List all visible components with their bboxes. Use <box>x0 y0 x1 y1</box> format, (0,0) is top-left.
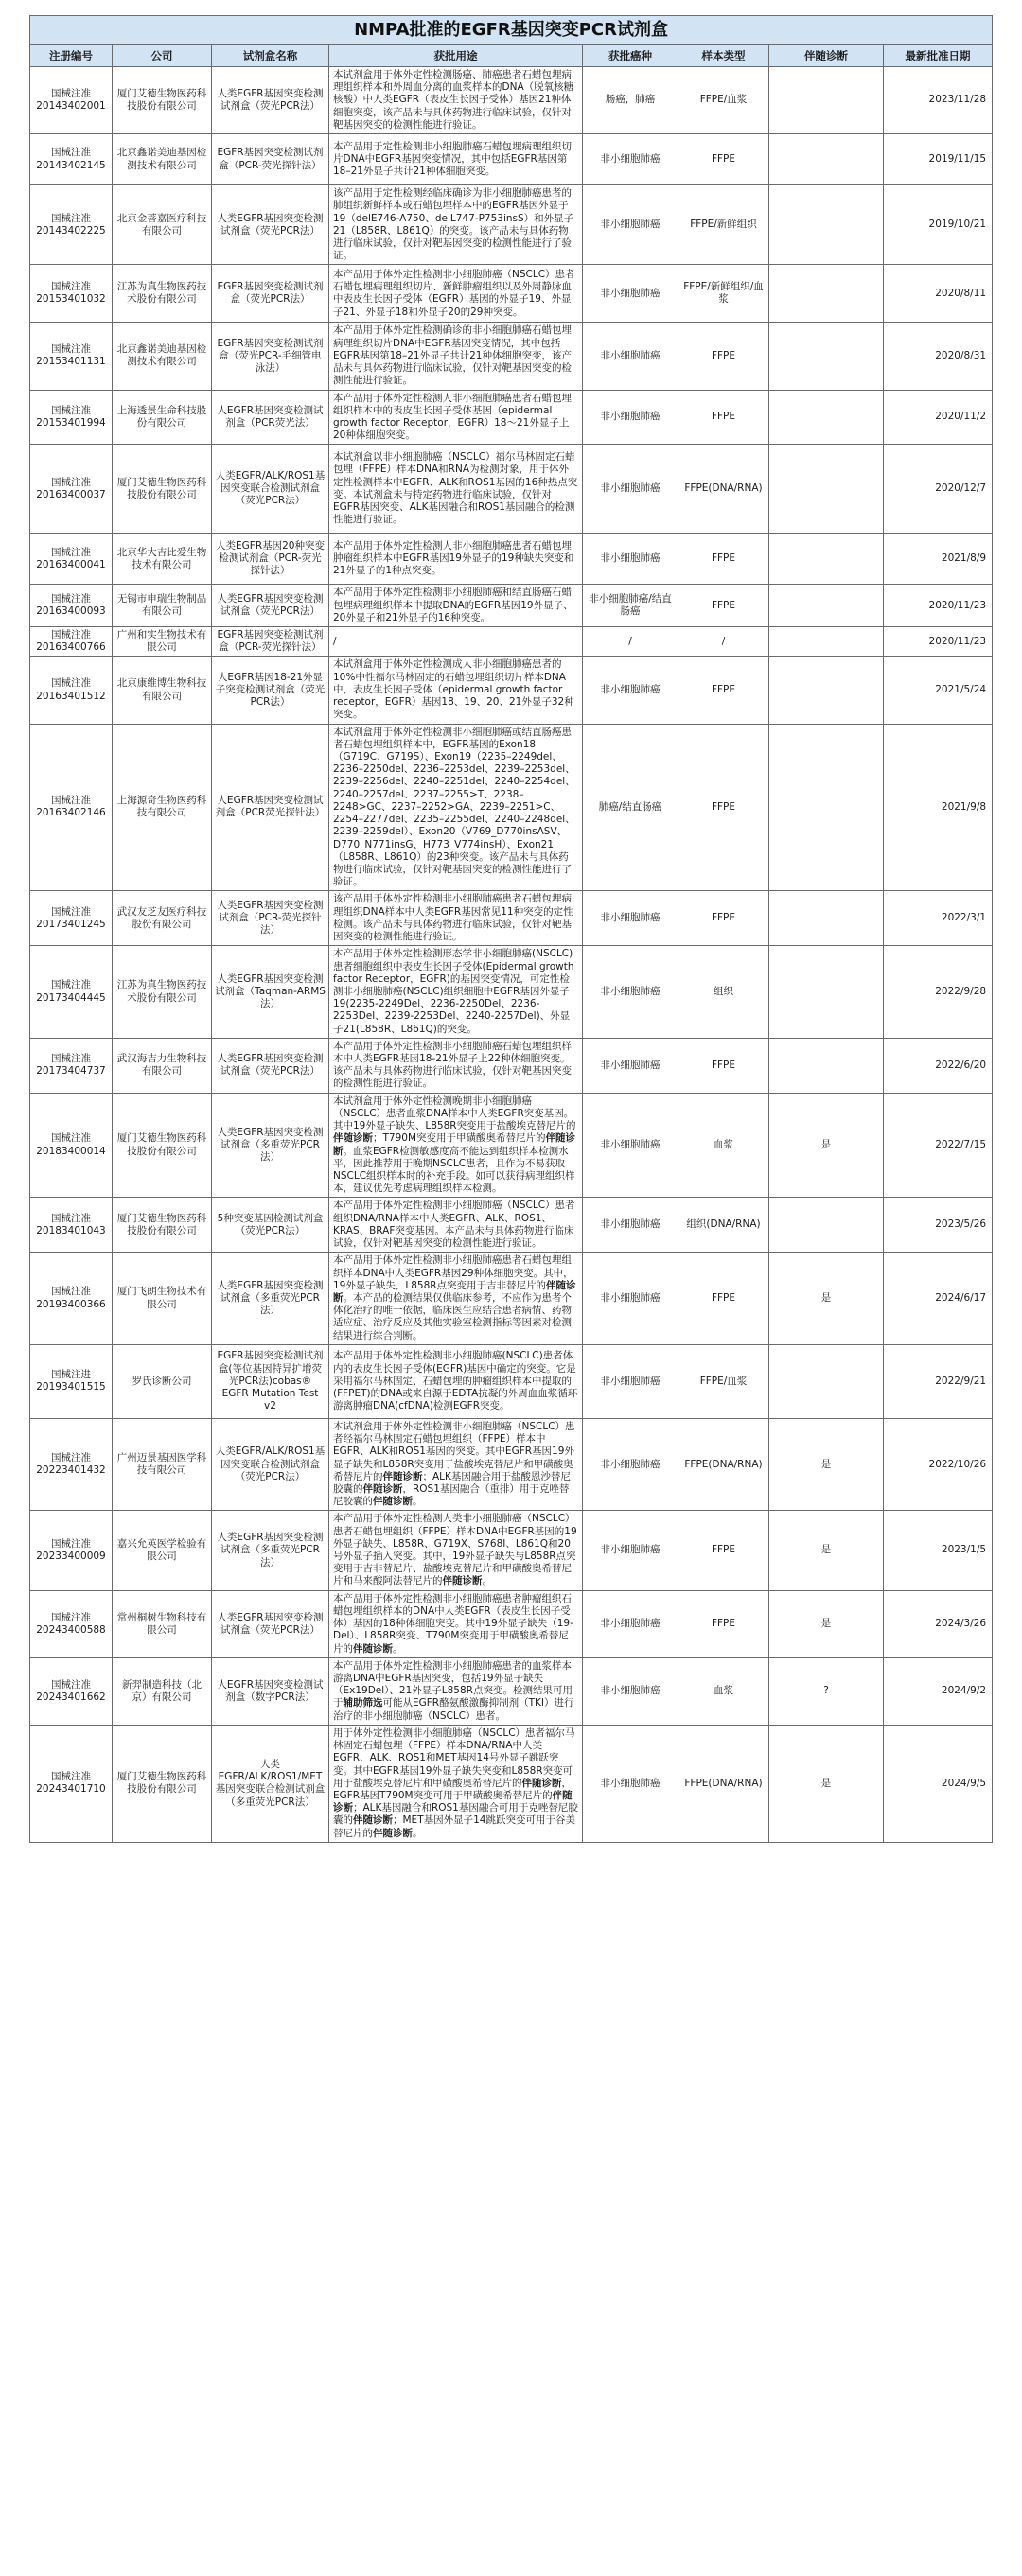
company-cell: 北京华大吉比爱生物技术有限公司 <box>113 534 212 585</box>
company-cell: 武汉海吉力生物科技有限公司 <box>113 1038 212 1093</box>
use-text: ；T790M突变用于甲磺酸奥希替尼片的 <box>373 1132 546 1145</box>
use-text: ，EGFR基因T790M突变可用于甲磺酸奥希替尼片的 <box>333 1777 572 1801</box>
company-cell: 广州和实生物技术有限公司 <box>113 627 212 657</box>
sample-type-cell: FFPE/血浆 <box>678 1344 769 1418</box>
registration-number-cell: 国械注准20233400009 <box>30 1511 113 1590</box>
companion-dx-cell <box>769 891 884 946</box>
sample-type-cell: FFPE <box>678 134 769 185</box>
col-header-sample: 样本类型 <box>678 45 769 67</box>
use-text: ；ALK基因融合用于盐酸恩沙替尼胶囊的 <box>333 1470 571 1495</box>
cancer-type-cell: 非小细胞肺癌 <box>583 1418 678 1511</box>
approved-use-cell: 本产品用于体外定性检测确诊的非小细胞肺癌石蜡包埋病理组织切片DNA中EGFR基因突变情况，其中包括EGFR基因第18–21外显子共计21种体细胞突变，该产品未与具体药物进行临床试验，仅针对靶基因突变的检测性能进行验证。 <box>329 323 583 390</box>
use-text: 。本产品的检测结果仅供临床参考，不应作为患者个体化治疗的唯一依据，临床医生应结合患者病情、药物适应症、治疗反应及其他实验室检测指标等因素对检测结果进行综合判断。 <box>333 1291 572 1341</box>
sample-type-cell: FFPE(DNA/RNA) <box>678 445 769 534</box>
registration-number-cell: 国械注准20243401710 <box>30 1725 113 1842</box>
kit-name-cell: 人EGFR基因突变检测试剂盒（数字PCR法） <box>212 1657 329 1725</box>
approval-date-cell: 2020/11/23 <box>884 585 993 627</box>
approved-use-cell: 本试剂盒用于体外定性检测肠癌、肺癌患者石蜡包埋病理组织样本和外周血分离的血浆样本的DNA（脱氧核糖核酸）中人类EGFR（表皮生长因子受体）基因21种体细胞突变，该产品未与具体药物进行临床试验，仅针对靶基因突变的检测性能进行验证。 <box>329 67 583 134</box>
use-text: 。血浆EGFR检测敏感度高不能达到组织样本检测水平，因此推荐用于晚期NSCLC患者，且作为不易获取NSCLC组织样本时的补充手段。如可以获得病理组织样本，建议优先考虑病理组织样本检测。 <box>333 1145 575 1195</box>
registration-number-cell: 国械注准20163401512 <box>30 657 113 724</box>
approval-date-cell: 2022/3/1 <box>884 891 993 946</box>
highlighted-text: 伴随诊断 <box>373 1827 413 1839</box>
company-cell: 北京金菩嘉医疗科技有限公司 <box>113 185 212 265</box>
company-cell: 江苏为真生物医药技术股份有限公司 <box>113 265 212 323</box>
use-text: ；MET基因外显子14跳跃突变可用于谷美替尼片的 <box>333 1814 575 1839</box>
highlighted-text: 伴随诊断 <box>442 1575 483 1587</box>
registration-number-cell: 国械注准20153401032 <box>30 265 113 323</box>
approval-date-cell: 2020/12/7 <box>884 445 993 534</box>
sample-type-cell: 组织(DNA/RNA) <box>678 1198 769 1253</box>
approved-use-cell: 本产品用于体外定性检测形态学非小细胞肺癌(NSCLC)患者细胞组织中表皮生长因子受体(Epidermal growth factor Receptor，EGFR)的基因突变情况，可定性检测非小细胞肺癌(NSCLC)组织细胞中EGFR基因外显子19(2235-2249Del、2236-2250Del、2236-2253Del、2239-2253Del、2240-2257Del)、外显子21(L858R、L861Q)的突变。 <box>329 946 583 1039</box>
table-row <box>30 1093 993 1198</box>
approval-date-cell: 2020/11/23 <box>884 627 993 657</box>
table-row <box>30 724 993 891</box>
use-text: 本试剂盒用于体外定性检测非小细胞肺癌（NSCLC）患者经福尔马林固定石蜡包埋组织（FFPE）样本中EGFR、ALK和ROS1基因的突变。其中EGFR基因19外显子缺失和L858R突变用于盐酸埃克替尼片和甲磺酸奥希替尼片的 <box>333 1420 575 1482</box>
col-header-cdx: 伴随诊断 <box>769 45 884 67</box>
highlighted-text: 伴随诊断 <box>382 1470 423 1482</box>
approved-use-cell: 本产品用于体外定性检测非小细胞肺癌（NSCLC）患者组织DNA/RNA样本中人类EGFR、ALK、ROS1、KRAS、BRAF突变基因。本产品未与具体药物进行临床试验，仅针对靶基因突变的检测性能进行验证。 <box>329 1198 583 1253</box>
registration-number-cell: 国械注准20223401432 <box>30 1418 113 1511</box>
use-text: ，ROS1基因融合（重排）用于克唑替尼胶囊的 <box>333 1482 570 1508</box>
approved-use-cell <box>329 1657 583 1725</box>
table-body <box>30 67 993 1843</box>
approval-date-cell: 2020/11/2 <box>884 390 993 445</box>
cancer-type-cell: 非小细胞肺癌 <box>583 1344 678 1418</box>
kit-name-cell: 人类EGFR基因突变检测试剂盒（荧光PCR法） <box>212 1038 329 1093</box>
approval-date-cell: 2024/3/26 <box>884 1590 993 1657</box>
use-text: 本产品用于体外定性检测非小细胞肺癌患者的血浆样本游离DNA中EGFR基因突变，包括19外显子缺失（Ex19Del）、21外显子L858R点突变。检测结果可用于 <box>333 1659 573 1709</box>
sample-type-cell: FFPE(DNA/RNA) <box>678 1418 769 1511</box>
use-text: 用于体外定性检测非小细胞肺癌（NSCLC）患者福尔马林固定石蜡包埋（FFPE）样本DNA/RNA中人类EGFR、ALK、ROS1和MET基因14号外显子跳跃突变。其中EGFR基因19外显子缺失突变和L858R突变可用于盐酸埃克替尼片和甲磺酸奥希替尼片的 <box>333 1726 575 1789</box>
highlighted-text: 伴随诊断 <box>333 1789 573 1814</box>
cancer-type-cell: 非小细胞肺癌 <box>583 1038 678 1093</box>
use-text: 本产品用于体外定性检测非小细胞肺癌患者肿瘤组织石蜡包埋组织样本的DNA中人类EGFR（表皮生长因子受体）基因的18种体细胞突变。其中19外显子缺失（19-Del）、L858R突变、T790M突变用于甲磺酸奥希替尼片的 <box>333 1592 573 1655</box>
company-cell: 北京鑫诺美迪基因检测技术有限公司 <box>113 134 212 185</box>
company-cell: 厦门艾德生物医药科技股份有限公司 <box>113 445 212 534</box>
table-title: NMPA批准的EGFR基因突变PCR试剂盒 <box>30 16 993 45</box>
approved-use-cell: 本产品用于体外定性检测非小细胞肺癌石蜡包埋组织样本中人类EGFR基因18-21外显子上22种体细胞突变。该产品未与具体药物进行临床试验，仅针对靶基因突变的检测性能进行验证。 <box>329 1038 583 1093</box>
highlighted-text: 辅助筛选 <box>343 1697 383 1709</box>
cancer-type-cell: 非小细胞肺癌 <box>583 185 678 265</box>
approval-date-cell: 2019/10/21 <box>884 185 993 265</box>
kit-name-cell: 人类EGFR基因突变检测试剂盒（Taqman-ARMS法） <box>212 946 329 1039</box>
kit-name-cell: 人类EGFR基因突变检测试剂盒（多重荧光PCR法） <box>212 1511 329 1590</box>
table-container <box>29 15 992 1843</box>
use-text: ；ALK基因融合和ROS1基因融合可用于克唑替尼胶囊的 <box>333 1802 578 1827</box>
table-row <box>30 627 993 657</box>
cancer-type-cell: / <box>583 627 678 657</box>
sample-type-cell: FFPE <box>678 724 769 891</box>
cancer-type-cell: 非小细胞肺癌 <box>583 1093 678 1198</box>
approval-date-cell: 2024/9/5 <box>884 1725 993 1842</box>
table-row <box>30 1418 993 1511</box>
registration-number-cell: 国械注准20173401245 <box>30 891 113 946</box>
kit-name-cell: EGFR基因突变检测试剂盒（PCR-荧光探针法） <box>212 627 329 657</box>
cancer-type-cell: 非小细胞肺癌 <box>583 390 678 445</box>
company-cell: 常州桐树生物科技有限公司 <box>113 1590 212 1657</box>
companion-dx-cell <box>769 185 884 265</box>
table-row <box>30 265 993 323</box>
companion-dx-cell: 是 <box>769 1511 884 1590</box>
company-cell: 厦门艾德生物医药科技股份有限公司 <box>113 67 212 134</box>
approved-use-cell <box>329 1590 583 1657</box>
approved-use-cell: 本产品用于体外定性检测非小细胞肺癌（NSCLC）患者石蜡包埋病理组织切片、新鲜肿瘤组织以及外周静脉血中表皮生长因子受体（EGFR）基因的外显子19、外显子21、外显子18和外显子20的29种突变。 <box>329 265 583 323</box>
company-cell: 嘉兴允英医学检验有限公司 <box>113 1511 212 1590</box>
highlighted-text: 伴随诊断 <box>373 1496 413 1508</box>
companion-dx-cell <box>769 946 884 1039</box>
sample-type-cell: FFPE <box>678 1038 769 1093</box>
companion-dx-cell: 是 <box>769 1590 884 1657</box>
highlighted-text: 伴随诊断 <box>333 1132 373 1145</box>
company-cell: 北京康维博生物科技有限公司 <box>113 657 212 724</box>
use-text: 。 <box>413 1827 423 1839</box>
table-row <box>30 1657 993 1725</box>
registration-number-cell: 国械注准20183401043 <box>30 1198 113 1253</box>
approval-date-cell: 2022/10/26 <box>884 1418 993 1511</box>
kit-name-cell: EGFR基因突变检测试剂盒（荧光PCR法） <box>212 265 329 323</box>
company-cell: 上海透景生命科技股份有限公司 <box>113 390 212 445</box>
col-header-kit: 试剂盒名称 <box>212 45 329 67</box>
approved-use-cell: 本试剂盒用于体外定性检测成人非小细胞肺癌患者的10%中性福尔马林固定的石蜡包埋组织切片样本DNA中，表皮生长因子受体（epidermal growth factor receptor，EGFR）基因18、19、20、21外显子32种突变。 <box>329 657 583 724</box>
registration-number-cell: 国械注准20143402001 <box>30 67 113 134</box>
col-header-use: 获批用途 <box>329 45 583 67</box>
registration-number-cell: 国械注准20153401131 <box>30 323 113 390</box>
table-row <box>30 390 993 445</box>
approved-use-cell: 本产品用于定性检测非小细胞肺癌石蜡包埋病理组织切片DNA中EGFR基因突变情况，其中包括EGFR基因第18–21外显子共计21种体细胞突变。 <box>329 134 583 185</box>
cancer-type-cell: 非小细胞肺癌 <box>583 1253 678 1345</box>
kit-name-cell: 人EGFR基因突变检测试剂盒（PCR荧光探针法） <box>212 724 329 891</box>
approval-date-cell: 2024/9/2 <box>884 1657 993 1725</box>
kit-name-cell: 人类EGFR基因突变检测试剂盒（荧光PCR法） <box>212 67 329 134</box>
table-row <box>30 67 993 134</box>
col-header-reg: 注册编号 <box>30 45 113 67</box>
highlighted-text: 伴随诊断 <box>353 1814 393 1827</box>
approval-date-cell: 2022/6/20 <box>884 1038 993 1093</box>
registration-number-cell: 国械注准20153401994 <box>30 390 113 445</box>
registration-number-cell: 国械注准20163400093 <box>30 585 113 627</box>
sample-type-cell: FFPE <box>678 1511 769 1590</box>
companion-dx-cell <box>769 724 884 891</box>
approved-use-cell: 本产品用于体外定性检测人非小细胞肺癌患者石蜡包埋肿瘤组织样本中EGFR基因19外显子的19种缺失突变和21外显子的1种点突变。 <box>329 534 583 585</box>
cancer-type-cell: 非小细胞肺癌 <box>583 1198 678 1253</box>
table-row <box>30 1590 993 1657</box>
kit-name-cell: 人类EGFR基因突变检测试剂盒（荧光PCR法） <box>212 185 329 265</box>
companion-dx-cell <box>769 1344 884 1418</box>
table-row <box>30 445 993 534</box>
sample-type-cell: FFPE <box>678 534 769 585</box>
use-text: 本产品用于体外定性检测人类非小细胞肺癌（NSCLC）患者石蜡包埋组织（FFPE）样本DNA中EGFR基因的19外显子缺失、L858R、G719X、S768I、L861Q和20号外显子插入突变。其中，19外显子缺失与L858R点突变用于吉非替尼片、盐酸埃克替尼片和甲磺酸奥希替尼片和马来酸阿法替尼片的 <box>333 1513 577 1587</box>
companion-dx-cell <box>769 1198 884 1253</box>
kit-name-cell: 人EGFR基因突变检测试剂盒（PCR荧光法） <box>212 390 329 445</box>
approved-use-cell: 该产品用于体外定性检测非小细胞肺癌患者石蜡包埋病理组织DNA样本中人类EGFR基因常见11种突变的定性检测。该产品未与具体药物进行临床试验，仅针对靶基因突变的检测性能进行验证。 <box>329 891 583 946</box>
table-row <box>30 134 993 185</box>
company-cell: 厦门飞朗生物技术有限公司 <box>113 1253 212 1345</box>
kit-name-cell: 人类EGFR/ALK/ROS1/MET基因突变联合检测试剂盒（多重荧光PCR法） <box>212 1725 329 1842</box>
col-header-cancer: 获批癌种 <box>583 45 678 67</box>
companion-dx-cell <box>769 585 884 627</box>
approval-date-cell: 2023/11/28 <box>884 67 993 134</box>
approved-use-cell <box>329 1725 583 1842</box>
cancer-type-cell: 非小细胞肺癌 <box>583 1657 678 1725</box>
highlighted-text: 伴随诊断 <box>521 1777 562 1789</box>
companion-dx-cell <box>769 323 884 390</box>
kit-name-cell: 人类EGFR基因20种突变检测试剂盒（PCR-荧光探针法） <box>212 534 329 585</box>
company-cell: 罗氏诊断公司 <box>113 1344 212 1418</box>
egfr-kit-table <box>29 15 993 1843</box>
cancer-type-cell: 非小细胞肺癌 <box>583 134 678 185</box>
companion-dx-cell: 是 <box>769 1418 884 1511</box>
table-row <box>30 1511 993 1590</box>
cancer-type-cell: 非小细胞肺癌 <box>583 1511 678 1590</box>
approved-use-cell: 本产品用于体外定性检测人非小细胞肺癌患者石蜡包埋组织样本中的表皮生长因子受体基因（epidermal growth factor Receptor，EGFR）18～21外显子上20种体细胞突变。 <box>329 390 583 445</box>
cancer-type-cell: 非小细胞肺癌 <box>583 534 678 585</box>
kit-name-cell: 人类EGFR基因突变检测试剂盒（多重荧光PCR法） <box>212 1093 329 1198</box>
use-text: 本产品用于体外定性检测非小细胞肺癌患者石蜡包埋组织样本DNA中人类EGFR基因29种体细胞突变。其中，19外显子缺失，L858R点突变用于吉非替尼片的 <box>333 1254 573 1291</box>
cancer-type-cell: 非小细胞肺癌 <box>583 1590 678 1657</box>
registration-number-cell: 国械注准20173404737 <box>30 1038 113 1093</box>
col-header-date: 最新批准日期 <box>884 45 993 67</box>
companion-dx-cell <box>769 265 884 323</box>
kit-name-cell: 5种突变基因检测试剂盒（荧光PCR法） <box>212 1198 329 1253</box>
registration-number-cell: 国械注准20243401662 <box>30 1657 113 1725</box>
approval-date-cell: 2022/9/28 <box>884 946 993 1039</box>
companion-dx-cell: 是 <box>769 1253 884 1345</box>
approved-use-cell <box>329 1253 583 1345</box>
kit-name-cell: 人类EGFR/ALK/ROS1基因突变联合检测试剂盒（荧光PCR法） <box>212 445 329 534</box>
registration-number-cell: 国械注准20163400041 <box>30 534 113 585</box>
table-row <box>30 323 993 390</box>
sample-type-cell: FFPE <box>678 390 769 445</box>
kit-name-cell: EGFR基因突变检测试剂盒（PCR-荧光探针法） <box>212 134 329 185</box>
sample-type-cell: FFPE <box>678 1590 769 1657</box>
sample-type-cell: FFPE/新鲜组织/血浆 <box>678 265 769 323</box>
approval-date-cell: 2021/8/9 <box>884 534 993 585</box>
sample-type-cell: FFPE <box>678 323 769 390</box>
approved-use-cell: / <box>329 627 583 657</box>
sample-type-cell: FFPE(DNA/RNA) <box>678 1725 769 1842</box>
approved-use-cell: 本产品用于体外定性检测非小细胞肺癌和结直肠癌石蜡包埋病理组织样本中提取DNA的EGFR基因19外显子、20外显子和21外显子的16种突变。 <box>329 585 583 627</box>
use-text: 可能从EGFR酪氨酸激酶抑制剂（TKI）进行治疗的非小细胞肺癌（NSCLC）患者。 <box>333 1697 574 1722</box>
approval-date-cell: 2023/1/5 <box>884 1511 993 1590</box>
approval-date-cell: 2021/9/8 <box>884 724 993 891</box>
company-cell: 江苏为真生物医药技术股份有限公司 <box>113 946 212 1039</box>
cancer-type-cell: 非小细胞肺癌 <box>583 445 678 534</box>
use-text: 。 <box>393 1642 403 1655</box>
table-row <box>30 891 993 946</box>
company-cell: 无锡市申瑞生物制品有限公司 <box>113 585 212 627</box>
highlighted-text: 伴随诊断 <box>362 1482 403 1495</box>
companion-dx-cell: 是 <box>769 1093 884 1198</box>
registration-number-cell: 国械注准20163402146 <box>30 724 113 891</box>
registration-number-cell: 国械注准20143402225 <box>30 185 113 265</box>
approved-use-cell <box>329 1511 583 1590</box>
kit-name-cell: EGFR基因突变检测试剂盒（荧光PCR-毛细管电泳法） <box>212 323 329 390</box>
kit-name-cell: 人EGFR基因18-21外显子突变检测试剂盒（荧光PCR法） <box>212 657 329 724</box>
approval-date-cell: 2021/5/24 <box>884 657 993 724</box>
cancer-type-cell: 肺癌/结直肠癌 <box>583 724 678 891</box>
companion-dx-cell <box>769 1038 884 1093</box>
cancer-type-cell: 肠癌，肺癌 <box>583 67 678 134</box>
company-cell: 新羿制造科技（北京）有限公司 <box>113 1657 212 1725</box>
table-row <box>30 534 993 585</box>
sample-type-cell: FFPE <box>678 1253 769 1345</box>
kit-name-cell: 人类EGFR基因突变检测试剂盒（多重荧光PCR法） <box>212 1253 329 1345</box>
registration-number-cell: 国械注准20243400588 <box>30 1590 113 1657</box>
sample-type-cell: FFPE/血浆 <box>678 67 769 134</box>
companion-dx-cell <box>769 657 884 724</box>
approval-date-cell: 2022/7/15 <box>884 1093 993 1198</box>
approved-use-cell: 本产品用于体外定性检测非小细胞肺癌(NSCLC)患者体内的表皮生长因子受体(EGFR)基因中确定的突变。它是采用福尔马林固定、石蜡包埋的肿瘤组织样本中提取的(FFPET)的DNA或来自源于EDTA抗凝的外周血血浆循环游离肿瘤DNA(cfDNA)检测EGFR突变。 <box>329 1344 583 1418</box>
table-row <box>30 1344 993 1418</box>
cancer-type-cell: 非小细胞肺癌 <box>583 1725 678 1842</box>
table-row <box>30 1725 993 1842</box>
registration-number-cell: 国械注进20193401515 <box>30 1344 113 1418</box>
sample-type-cell: FFPE <box>678 657 769 724</box>
cancer-type-cell: 非小细胞肺癌 <box>583 323 678 390</box>
company-cell: 厦门艾德生物医药科技股份有限公司 <box>113 1725 212 1842</box>
header-row <box>30 45 993 67</box>
company-cell: 厦门艾德生物医药科技股份有限公司 <box>113 1093 212 1198</box>
registration-number-cell: 国械注准20163400037 <box>30 445 113 534</box>
cancer-type-cell: 非小细胞肺癌 <box>583 946 678 1039</box>
sample-type-cell: / <box>678 627 769 657</box>
kit-name-cell: 人类EGFR基因突变检测试剂盒（荧光PCR法） <box>212 1590 329 1657</box>
companion-dx-cell <box>769 534 884 585</box>
sample-type-cell: 组织 <box>678 946 769 1039</box>
companion-dx-cell <box>769 445 884 534</box>
cancer-type-cell: 非小细胞肺癌 <box>583 265 678 323</box>
kit-name-cell: 人类EGFR/ALK/ROS1基因突变联合检测试剂盒（荧光PCR法） <box>212 1418 329 1511</box>
registration-number-cell: 国械注准20183400014 <box>30 1093 113 1198</box>
table-row <box>30 946 993 1039</box>
kit-name-cell: 人类EGFR基因突变检测试剂盒（PCR-荧光探针法） <box>212 891 329 946</box>
companion-dx-cell: ? <box>769 1657 884 1725</box>
approval-date-cell: 2023/5/26 <box>884 1198 993 1253</box>
table-row <box>30 657 993 724</box>
highlighted-text: 伴随诊断 <box>333 1132 576 1157</box>
highlighted-text: 伴随诊断 <box>333 1279 576 1304</box>
table-row <box>30 185 993 265</box>
companion-dx-cell <box>769 134 884 185</box>
highlighted-text: 伴随诊断 <box>353 1642 393 1655</box>
use-text: 。 <box>482 1575 492 1587</box>
sample-type-cell: FFPE <box>678 585 769 627</box>
kit-name-cell: EGFR基因突变检测试剂盒(等位基因特异扩增荧光PCR法)cobas® EGFR Mutation Test v2 <box>212 1344 329 1418</box>
company-cell: 广州迈景基因医学科技有限公司 <box>113 1418 212 1511</box>
registration-number-cell: 国械注准20163400766 <box>30 627 113 657</box>
company-cell: 武汉友芝友医疗科技股份有限公司 <box>113 891 212 946</box>
registration-number-cell: 国械注准20193400366 <box>30 1253 113 1345</box>
table-row <box>30 1198 993 1253</box>
companion-dx-cell <box>769 67 884 134</box>
approved-use-cell: 本试剂盒用于体外定性检测非小细胞肺癌或结直肠癌患者石蜡包埋组织样本中，EGFR基因的Exon18（G719C、G719S）、Exon19（2235–2249del、2236–2250del、2236–2253del、2239–2253del、2239–2256del、2240–2251del、2240–2254del、2240–2257del、2237–2255>T、2238–2248>GC、2237–2252>GA、2239–2251>C、2254–2277del、2235–2255del、2240–2248del、2239–2259del）、Exon20（V769_D770insASV、D770_N771insG、H773_V774insH）、Exon21（L858R、L861Q）的23种突变。该产品未与具体药物进行临床试验，仅针对靶基因突变的检测性能进行了验证。 <box>329 724 583 891</box>
company-cell: 厦门艾德生物医药科技股份有限公司 <box>113 1198 212 1253</box>
kit-name-cell: 人类EGFR基因突变检测试剂盒（荧光PCR法） <box>212 585 329 627</box>
approval-date-cell: 2019/11/15 <box>884 134 993 185</box>
table-row <box>30 1253 993 1345</box>
sample-type-cell: 血浆 <box>678 1093 769 1198</box>
use-text: 本试剂盒用于体外定性检测晚期非小细胞肺癌（NSCLC）患者血浆DNA样本中人类EGFR突变基因。其中19外显子缺失、L858R突变用于盐酸埃克替尼片的 <box>333 1095 576 1132</box>
cancer-type-cell: 非小细胞肺癌/结直肠癌 <box>583 585 678 627</box>
sample-type-cell: 血浆 <box>678 1657 769 1725</box>
companion-dx-cell <box>769 390 884 445</box>
approval-date-cell: 2020/8/11 <box>884 265 993 323</box>
company-cell: 北京鑫诺美迪基因检测技术有限公司 <box>113 323 212 390</box>
col-header-company: 公司 <box>113 45 212 67</box>
approval-date-cell: 2022/9/21 <box>884 1344 993 1418</box>
use-text: 。 <box>413 1496 423 1508</box>
registration-number-cell: 国械注准20173404445 <box>30 946 113 1039</box>
cancer-type-cell: 非小细胞肺癌 <box>583 657 678 724</box>
table-row <box>30 585 993 627</box>
approval-date-cell: 2020/8/31 <box>884 323 993 390</box>
approved-use-cell <box>329 1093 583 1198</box>
sample-type-cell: FFPE/新鲜组织 <box>678 185 769 265</box>
approved-use-cell <box>329 1418 583 1511</box>
approved-use-cell: 该产品用于定性检测经临床确诊为非小细胞肺癌患者的肺组织新鲜样本或石蜡包埋样本中的EGFR基因外显子19（delE746-A750、delL747-P753insS）和外显子21（L858R、L861Q）的突变。该产品未与具体药物进行临床试验，仅针对靶基因突变的检测性能进行了验证。 <box>329 185 583 265</box>
company-cell: 上海源奇生物医药科技有限公司 <box>113 724 212 891</box>
cancer-type-cell: 非小细胞肺癌 <box>583 891 678 946</box>
sample-type-cell: FFPE <box>678 891 769 946</box>
table-row <box>30 1038 993 1093</box>
registration-number-cell: 国械注准20143402145 <box>30 134 113 185</box>
approved-use-cell: 本试剂盒以非小细胞肺癌（NSCLC）福尔马林固定石蜡包埋（FFPE）样本DNA和RNA为检测对象，用于体外定性检测样本中EGFR、ALK和ROS1基因的16种热点突变。本试剂盒未与特定药物进行临床试验，仅针对EGFR基因突变、ALK基因融合和ROS1基因融合的检测性能进行验证。 <box>329 445 583 534</box>
companion-dx-cell: 是 <box>769 1725 884 1842</box>
approval-date-cell: 2024/6/17 <box>884 1253 993 1345</box>
companion-dx-cell <box>769 627 884 657</box>
